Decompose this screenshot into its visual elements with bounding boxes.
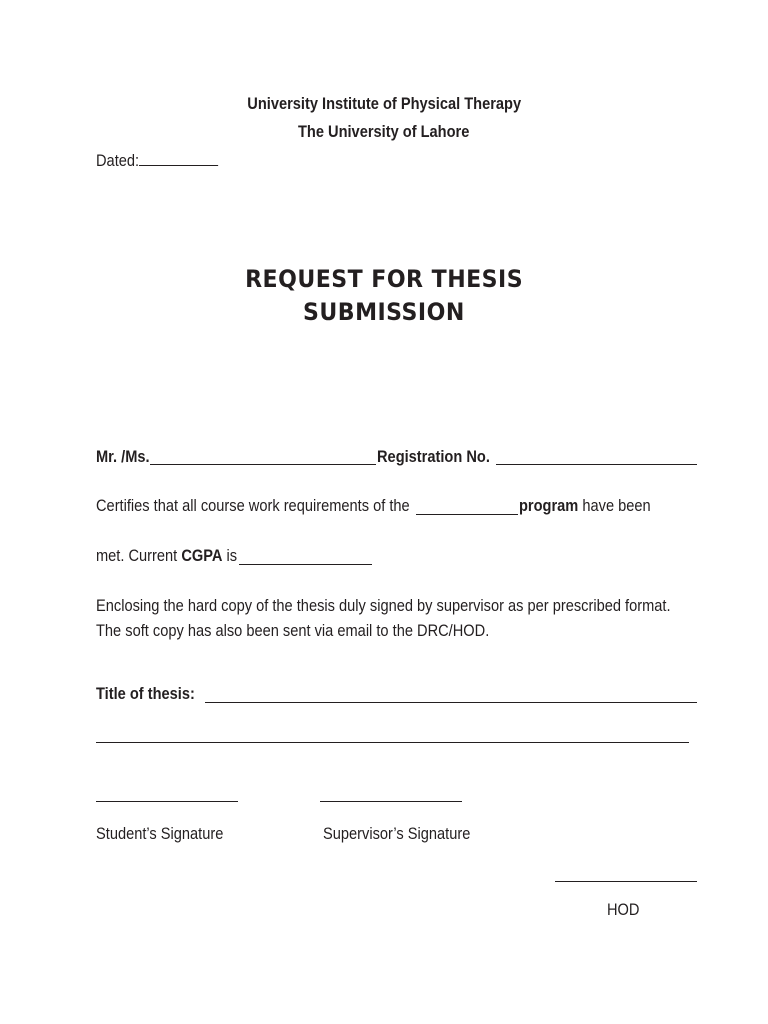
registration-blank [496, 464, 697, 465]
program-text [519, 496, 672, 516]
certifies-text: Certifies that all course work requirements of the [96, 496, 410, 515]
thesis-title-blank-2 [96, 742, 689, 743]
dated-field [96, 151, 238, 171]
have-been-text: have been [578, 496, 651, 515]
dated-label: Dated: [96, 151, 140, 170]
student-signature-label: Student’s Signature [96, 824, 224, 843]
enclosing-line-1: Enclosing the hard copy of the thesis duly signed by supervisor as per prescribed format. [96, 596, 671, 615]
hod-signature-line [555, 881, 697, 882]
name-blank [150, 464, 376, 465]
institute-name: University Institute of Physical Therapy [247, 94, 521, 113]
enclosing-line-2: The soft copy has also been sent via email to the DRC/HOD. [96, 621, 490, 640]
is-text: is [222, 546, 238, 565]
student-signature-line [96, 801, 238, 802]
registration-label: Registration No. [377, 447, 490, 466]
cgpa-text [96, 546, 260, 566]
university-name: The University of Lahore [298, 122, 470, 141]
met-text: met. Current [96, 546, 182, 565]
thesis-title-label: Title of thesis: [96, 684, 195, 703]
cgpa-blank [239, 564, 372, 565]
program-blank [416, 514, 518, 515]
supervisor-signature-label: Supervisor’s Signature [323, 824, 471, 843]
name-label: Mr. /Ms. [96, 447, 150, 466]
form-title-line-2: SUBMISSION [303, 298, 465, 326]
program-label: program [519, 496, 579, 515]
thesis-title-blank-1 [205, 702, 697, 703]
dated-blank [139, 151, 218, 166]
hod-label: HOD [607, 900, 640, 919]
form-title-line-1: REQUEST FOR THESIS [245, 265, 523, 293]
cgpa-label: CGPA [181, 546, 223, 565]
supervisor-signature-line [320, 801, 462, 802]
